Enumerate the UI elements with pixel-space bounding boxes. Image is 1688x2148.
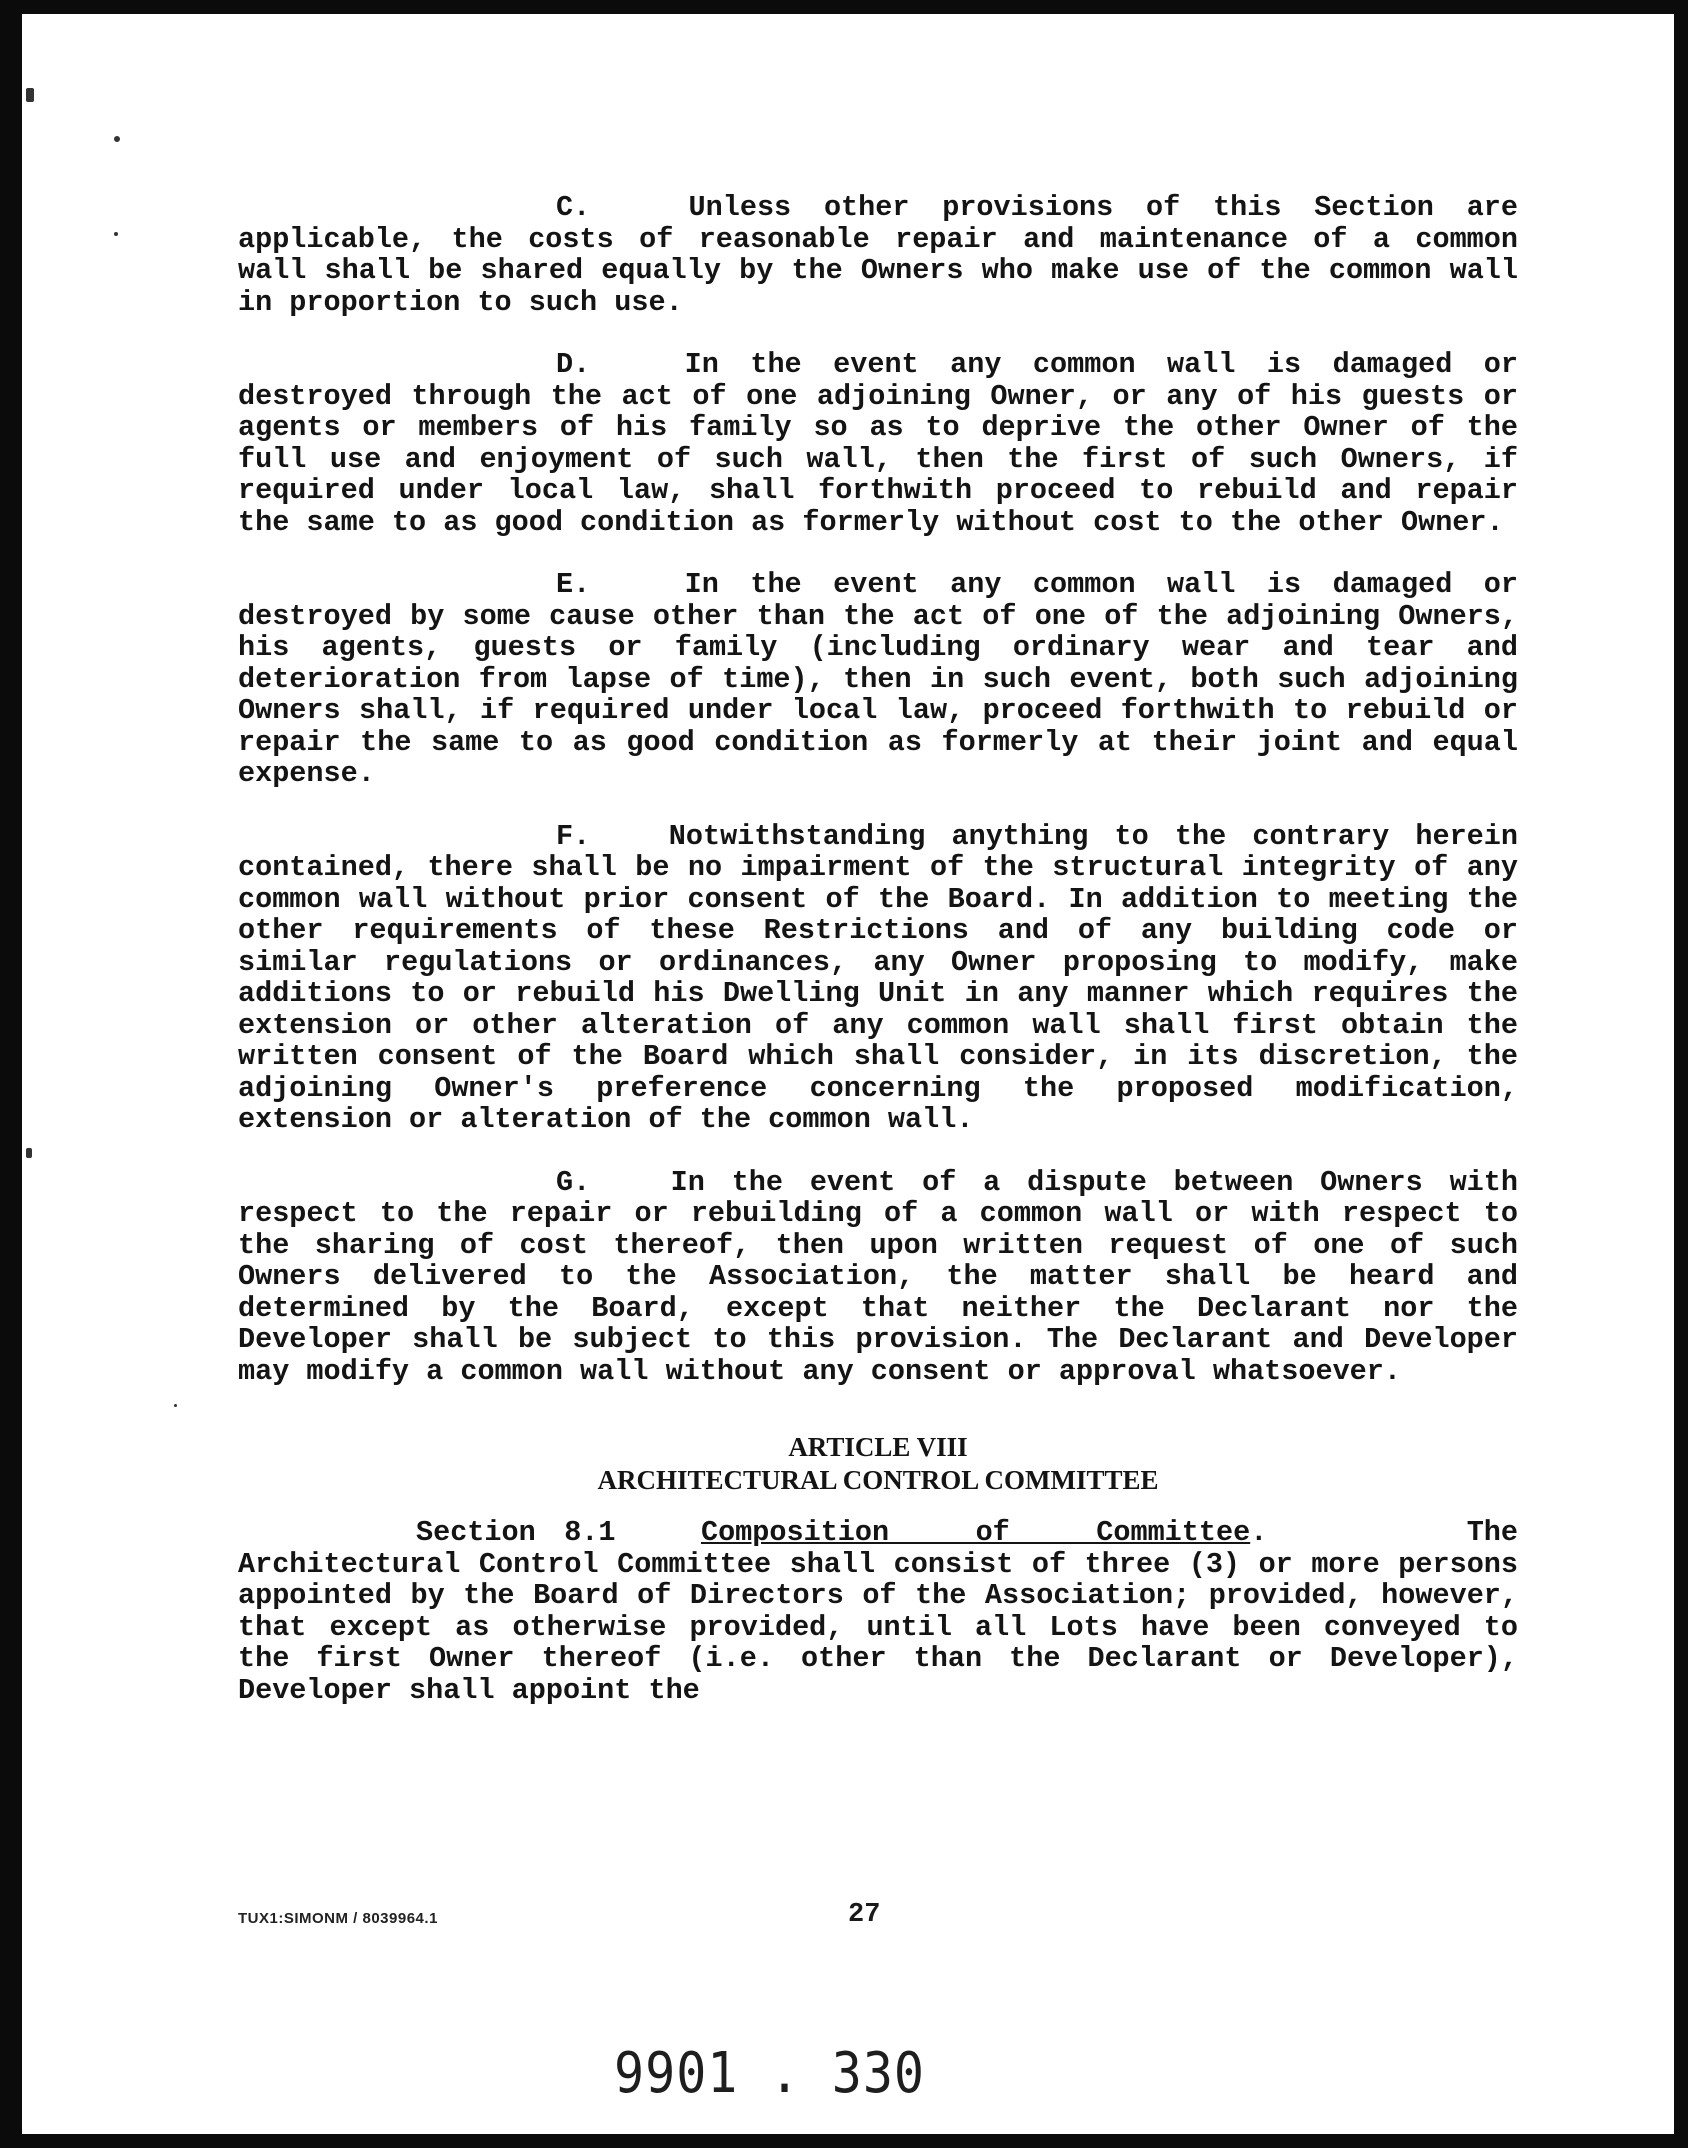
paragraph-text: Notwithstanding anything to the contrary herein contained, there shall be no impairment of the structural integrity of any common wall without prior consent of the Board. In addition to meeting the other requirements of these Restrictions and of any building code or similar regulations or ordinances, any Owner proposing to modify, make additions to or rebuild his Dwelling Unit in any manner which requires the extension or other alteration of any common wall shall first obtain the written consent of the Board which shall consider, in its discretion, the adjoining Owner's preference concerning the proposed modification, extension or alteration of the common wall. xyxy=(238,819,1518,1136)
document-page xyxy=(22,14,1674,2134)
section-text: The Architectural Control Committee shall consist of three (3) or more persons appointed by the Board of Directors of the Association; provided, however, that except as otherwise provided, until all Lots have been conveyed to the first Owner thereof (i.e. other than the Declarant or Developer), Developer shall appoint the xyxy=(238,1516,1518,1707)
document-id: TUX1:SIMONM / 8039964.1 xyxy=(238,1910,438,1927)
paragraph-d xyxy=(238,349,1518,538)
article-title: ARCHITECTURAL CONTROL COMMITTEE xyxy=(597,1465,1159,1495)
scan-speck xyxy=(174,1404,177,1407)
document-body xyxy=(238,192,1518,1737)
article-heading xyxy=(238,1431,1518,1497)
paragraph-text: In the event any common wall is damaged or destroyed through the act of one adjoining Owner, or any of his guests or agents or members of his family so as to deprive the other Owner of the full use and enjoyment of such wall, then the first of such Owners, if required under local law, shall forthwith proceed to rebuild and repair the same to as good condition as formerly without cost to the other Owner. xyxy=(238,348,1519,539)
paragraph-g xyxy=(238,1167,1518,1388)
paragraph-c xyxy=(238,192,1518,318)
section-title: Composition of Committee xyxy=(700,1516,1251,1549)
paragraph-label: E. xyxy=(556,568,591,601)
recording-stamp: 9901 . 330 xyxy=(614,2040,926,2106)
scan-speck xyxy=(114,136,120,142)
article-number: ARTICLE VIII xyxy=(788,1432,968,1462)
paragraph-e xyxy=(238,569,1518,790)
paragraph-label: F. xyxy=(556,819,591,853)
scan-speck xyxy=(26,88,34,102)
paragraph-text: In the event any common wall is damaged or destroyed by some cause other than the act of one of the adjoining Owners, his agents, guests or family (including ordinary wear and tear and deterioration from lapse of time), then in such event, both such adjoining Owners shall, if required under local law, proceed forthwith to rebuild or repair the same to as good condition as formerly at their joint and equal expense. xyxy=(238,568,1519,790)
paragraph-text: In the event of a dispute between Owners with respect to the repair or rebuilding of a common wall or with respect to the sharing of cost thereof, then upon written request of one of such Owners delivered to the Association, the matter shall be heard and determined by the Board, except that neither the Declarant nor the Developer shall be subject to this provision. The Declarant and Developer may modify a common wall without any consent or approval whatsoever. xyxy=(238,1165,1518,1388)
scan-speck xyxy=(114,232,118,236)
section-number: Section 8.1 xyxy=(416,1516,616,1549)
section-8-1: Section 8.1 Composition of Committee. The Architectural Control Committee shall consist of three (3) or more persons appointed by the Board of Directors of the Association; provided, however, that except as otherwise provided, until all Lots have been conveyed to the first Owner thereof (i.e. other than the Declarant or Developer), Developer shall appoint the xyxy=(238,1516,1518,1707)
page-number: 27 xyxy=(848,1900,881,1930)
paragraph-label: G. xyxy=(556,1165,591,1199)
scan-speck xyxy=(26,1148,32,1158)
paragraph-label: D. xyxy=(556,348,591,381)
paragraph-text: Unless other provisions of this Section are applicable, the costs of reasonable repair and maintenance of a common wall shall be shared equally by the Owners who make use of the common wall in proportion to such use. xyxy=(238,191,1518,319)
paragraph-label: C. xyxy=(556,191,591,224)
paragraph-f xyxy=(238,821,1518,1136)
